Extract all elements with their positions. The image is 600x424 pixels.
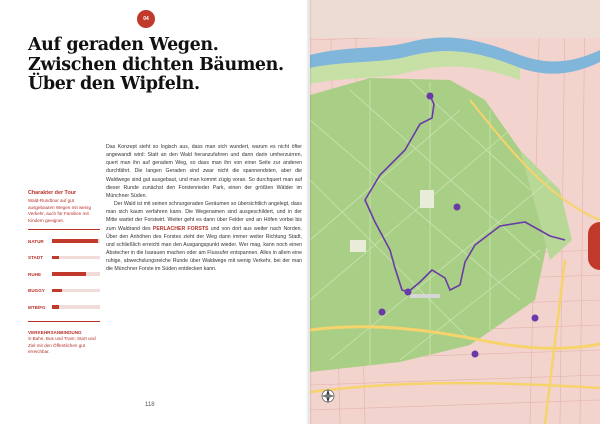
rating-bar [52, 305, 100, 309]
chapter-tab [588, 222, 600, 270]
highlight-place: PERLACHER FORSTS [152, 225, 209, 232]
rating-row [28, 238, 100, 244]
headline-line-1: Auf geraden Wegen. [28, 35, 219, 55]
rating-row [28, 255, 100, 261]
chapter-badge: 04 [137, 10, 155, 28]
rating-row [28, 271, 100, 277]
route-waypoint [472, 351, 479, 358]
rating-bar-fill [52, 239, 98, 243]
body-paragraph [106, 143, 302, 200]
transit-title: VERKEHRSANBINDUNG [28, 329, 82, 335]
rating-bar-fill [52, 256, 59, 260]
rating-bar-fill [52, 272, 86, 276]
sidebar-text: Wald-Rundtour auf gut ausgebauten Wegen mit wenig Verkehr, auch für Familien mit Kindern geeignet. [28, 198, 91, 223]
transit-info [28, 330, 100, 356]
sidebar-title: Charakter der Tour [28, 190, 77, 196]
rating-label: NATUR [28, 238, 44, 244]
page-number: 118 [145, 402, 155, 408]
rating-bar [52, 289, 100, 293]
route-waypoint [427, 93, 434, 100]
rating-bar [52, 256, 100, 260]
headline-line-3: Über den Wipfeln. [28, 74, 200, 94]
clearing [350, 240, 366, 252]
route-waypoint [405, 289, 412, 296]
route-waypoint [379, 309, 386, 316]
body-text-run: Der Wald ist mit seinen schnurgeraden Geräumen so übersichtlich angelegt, dass man sich kaum verfahren kann. Die Wegenamen sind ausgeschildert, und in der Mitte wartet der Forstwirt. Weiter geht es dann über Felder und an Höfen vorbei bis zum Waldrand des [106, 201, 302, 232]
rating-row [28, 288, 100, 294]
building [410, 294, 440, 298]
rating-bar [52, 272, 100, 276]
route-waypoint [454, 204, 461, 211]
body-text-run: Das Konzept sieht so logisch aus, dass man sich wundert, warum es nicht öfter angewandt wird: Statt an den Wald heranzufahren und dann darin umherzuirren, quert man ihn auf geradem Weg, so dass man ihn von einer Seite zur anderen durchfährt. Die langen Geraden sind zwar nicht die spannendsten, aber die Waldwege sind gut ausgebaut, und man kommt zügig voran. So durchquert man auf dieser Runde zunächst den Forstenrieder Park, einen der größten Wälder im Münchner Süden. [106, 144, 302, 199]
body-paragraph [106, 200, 302, 273]
route-waypoint [532, 315, 539, 322]
clearing [420, 190, 434, 208]
article-body [106, 143, 302, 274]
rating-label: MTB/FG [28, 304, 46, 310]
rating-label: BUGGY [28, 288, 45, 293]
rating-list [28, 238, 100, 310]
rating-bar-fill [52, 289, 62, 293]
body-text-run: und von dort aus weiter nach Norden. Über den Anhöhen des Forstes zieht der Weg dann immer weiter Richtung Stadt, und schließlich erreicht man den Ausgangspunkt wieder. Wer mag, kann noch einen Abstecher in die Isarauen machen oder am Flussufer entspannen. Alles in allem eine ruhige, abwechslungsreiche Runde über Waldwege mit wenig Verkehr, bei der man die Münchner Forste im Süden entdecken kann. [106, 225, 303, 273]
rating-label: RUHE [28, 271, 42, 277]
page-headline [28, 36, 298, 95]
rating-bar [52, 239, 100, 243]
sidebar-divider [28, 321, 100, 322]
route-map [310, 0, 600, 424]
sidebar-divider [28, 229, 100, 230]
tour-info-sidebar [28, 190, 100, 356]
transit-text: S-Bahn, Bus und Tram; Start und Ziel mit den Öffentlichen gut erreichbar. [28, 336, 96, 354]
headline-line-2: Zwischen dichten Bäumen. [28, 54, 284, 75]
north-district [310, 0, 600, 38]
rating-bar-fill [52, 305, 59, 309]
rating-label: STADT [28, 255, 43, 260]
rating-row [28, 304, 100, 310]
book-gutter [306, 0, 312, 424]
